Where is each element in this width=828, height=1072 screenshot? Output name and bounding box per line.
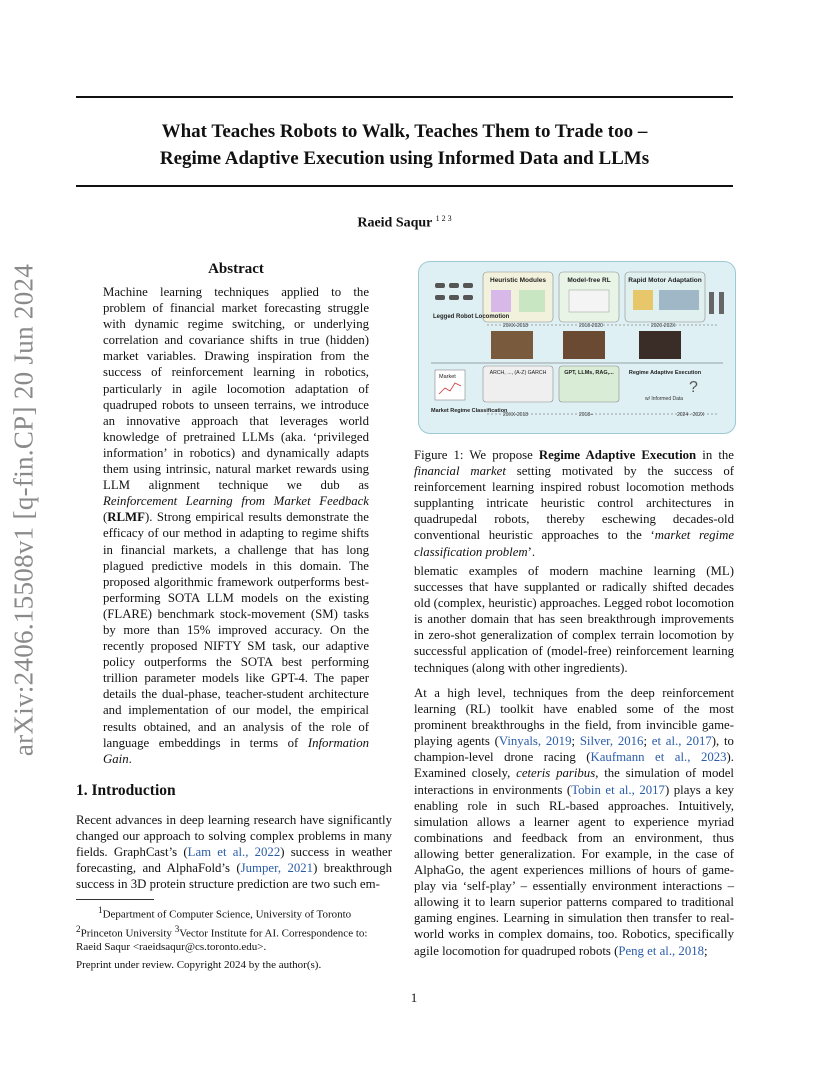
arxiv-watermark: arXiv:2406.15508v1 [q-fin.CP] 20 Jun 2024 bbox=[8, 263, 39, 757]
abstract-heading: Abstract bbox=[208, 261, 264, 277]
author-affiliation-marks: 1 2 3 bbox=[435, 214, 452, 223]
portrait-2 bbox=[563, 331, 605, 359]
abstract-text: Machine learning techniques applied to the problem of financial market forecasting struggle with dynamic regime switching, or underlying correlation and covariance shifts in true (hidden) market variables. Drawing inspiration from the success of reinforcement learning in robotics, particularly in agile locomotion adaptation of quadruped robots to unseen terrains, we introduce an innovative approach that leverages world knowledge of pretrained LLMs (aka. ‘privileged information’ in robotics) and dynamically adapts them using intrinsic, natural market rewards using LLM alignment technique we dub as Reinforcement Learning from Market Feedback (RLMF). Strong empirical results demonstrate the efficacy of our method in adapting to regime shifts in financial markets, a challenge that has long plagued predictive models in this domain. The proposed algorithmic framework outperforms best-performing SOTA LLM models on the existing (FLARE) benchmark stock-movement (SM) tasks by more than 15% improved accuracy. On the recently proposed NIFTY SM task, our adaptive policy outperforms the SOTA best performing trillion parameter models like GPT-4. The paper details the dual-phase, teacher-student architecture and implementation of our model, the empirical results obtained, and an analysis of the role of language embeddings in terms of Information Gain. bbox=[103, 285, 369, 766]
citation-link[interactable]: Peng et al., 2018 bbox=[618, 943, 705, 958]
page-number: 1 bbox=[410, 990, 418, 1005]
gpt-llms-label: GPT, LLMs, RAG,... bbox=[564, 370, 614, 376]
section-heading-introduction: 1. Introduction bbox=[76, 782, 176, 799]
market-regime-label: Market Regime Classification bbox=[431, 408, 508, 414]
timeline-market-3: 2024 - 202X bbox=[677, 412, 705, 418]
citation-link[interactable]: Jumper, 2021 bbox=[240, 861, 314, 876]
citation-link[interactable]: Kaufmann et al., 2023 bbox=[590, 750, 727, 765]
title-bottom-rule bbox=[76, 185, 733, 187]
figure-1 bbox=[418, 261, 736, 434]
rapid-motor-adaptation-label: Rapid Motor Adaptation bbox=[628, 277, 702, 284]
heuristic-modules-label: Heuristic Modules bbox=[490, 277, 546, 284]
portrait-3 bbox=[639, 331, 681, 359]
timeline-robot-3: 2020-202X bbox=[651, 323, 676, 329]
preprint-note: Preprint under review. Copyright 2024 by the author(s). bbox=[76, 959, 322, 971]
timeline-robot-2: 2018-2020 bbox=[579, 323, 603, 329]
citation-link[interactable]: et al., 2017 bbox=[651, 734, 712, 749]
introduction-text: Recent advances in deep learning research have significantly changed our approach to solving complex problems in many fields. GraphCast’s (Lam et al., 2022) success in weather forecasting, and AlphaFold’s (Jumper, 2021) breakthrough success in 3D protein structure prediction are two such em- bbox=[76, 813, 392, 892]
timeline-robot-1: 20XX-2018 bbox=[503, 323, 529, 329]
informed-data-label: w/ Informed Data bbox=[645, 396, 684, 402]
author-name: Raeid Saqur bbox=[357, 215, 433, 231]
robot-legs-icon bbox=[709, 292, 724, 314]
legged-robot-label: Legged Robot Locomotion bbox=[433, 314, 510, 320]
market-box-label: Market bbox=[439, 374, 456, 380]
paper-title: What Teaches Robots to Walk, Teaches Them to Trade too – Regime Adaptive Execution using Informed Data and LLMs bbox=[159, 121, 650, 169]
arch-garch-label: ARCH, ..., (A-Z) GARCH bbox=[489, 370, 547, 376]
citation-link[interactable]: Lam et al., 2022 bbox=[187, 845, 281, 860]
footnote: $^1$Department of Computer Science, University of Toronto $^2$Princeton University $^3$Vector Institute for AI. Correspondence to: Raeid Saqur <raeidsaqur@cs.toronto.edu>. bbox=[76, 905, 368, 954]
model-free-rl-label: Model-free RL bbox=[567, 277, 611, 284]
timeline-market-1: 20XX-2018 bbox=[503, 412, 529, 418]
regime-adaptive-label: Regime Adaptive Execution bbox=[628, 370, 702, 376]
citation-link[interactable]: Vinyals, 2019 bbox=[498, 734, 572, 749]
figure-1-caption: Figure 1: We propose Regime Adaptive Execution in the financial market setting motivated by the success of reinforcement learning inspired robust locomotion methods supplanting intricate heuristic control architectures in quadrupedal robots, thereby eschewing decades-old conventional heuristic approaches to the ‘market regime classification problem’. bbox=[414, 448, 735, 559]
portrait-1 bbox=[491, 331, 533, 359]
robot-icons-left bbox=[435, 283, 473, 300]
footnote-rule bbox=[76, 899, 154, 900]
title-top-rule bbox=[76, 96, 733, 98]
right-paragraph-1: blematic examples of modern machine learning (ML) successes that have supplanted or radically shifted decades old (complex, heuristic) approaches. Legged robot locomotion is another domain that has seen breakthrough improvements in zero-shot generalization of complex terrain locomotion by successful application of (model-free) reinforcement learning techniques (along with other ingredients). bbox=[414, 564, 734, 675]
right-paragraph-2: At a high level, techniques from the deep reinforcement learning (RL) toolkit have enabled some of the most prominent breakthroughs in the field, from invincible game-playing agents (Vinyals, 2019; Silver, 2016; et al., 2017), to champion-level drone racing (Kaufmann et al., 2023). Examined closely, ceteris paribus, the simulation of model interactions in environments (Tobin et al., 2017) plays a key enabling role in such RL-based approaches. Intuitively, simulation allows a learner agent to experience myriad combinations and feedback from an environment, thus allowing better generalization. For example, in the case of AlphaGo, the agent experiences millions of hours of game-play via ‘self-play’ – essentially environment interactions – allowing it to learn superior patterns compared to traditional gaming engines. Learning in simulation then transfer to real-world works in complex domains, too. Robotics, specifically agile locomotion for quadruped robots (Peng et al., 2018; bbox=[414, 686, 735, 958]
question-mark-icon: ? bbox=[689, 379, 698, 396]
citation-link[interactable]: Tobin et al., 2017 bbox=[571, 782, 665, 797]
citation-link[interactable]: Silver, 2016 bbox=[579, 734, 644, 749]
timeline-market-2: 2018– bbox=[579, 412, 593, 418]
author-line bbox=[76, 214, 733, 232]
